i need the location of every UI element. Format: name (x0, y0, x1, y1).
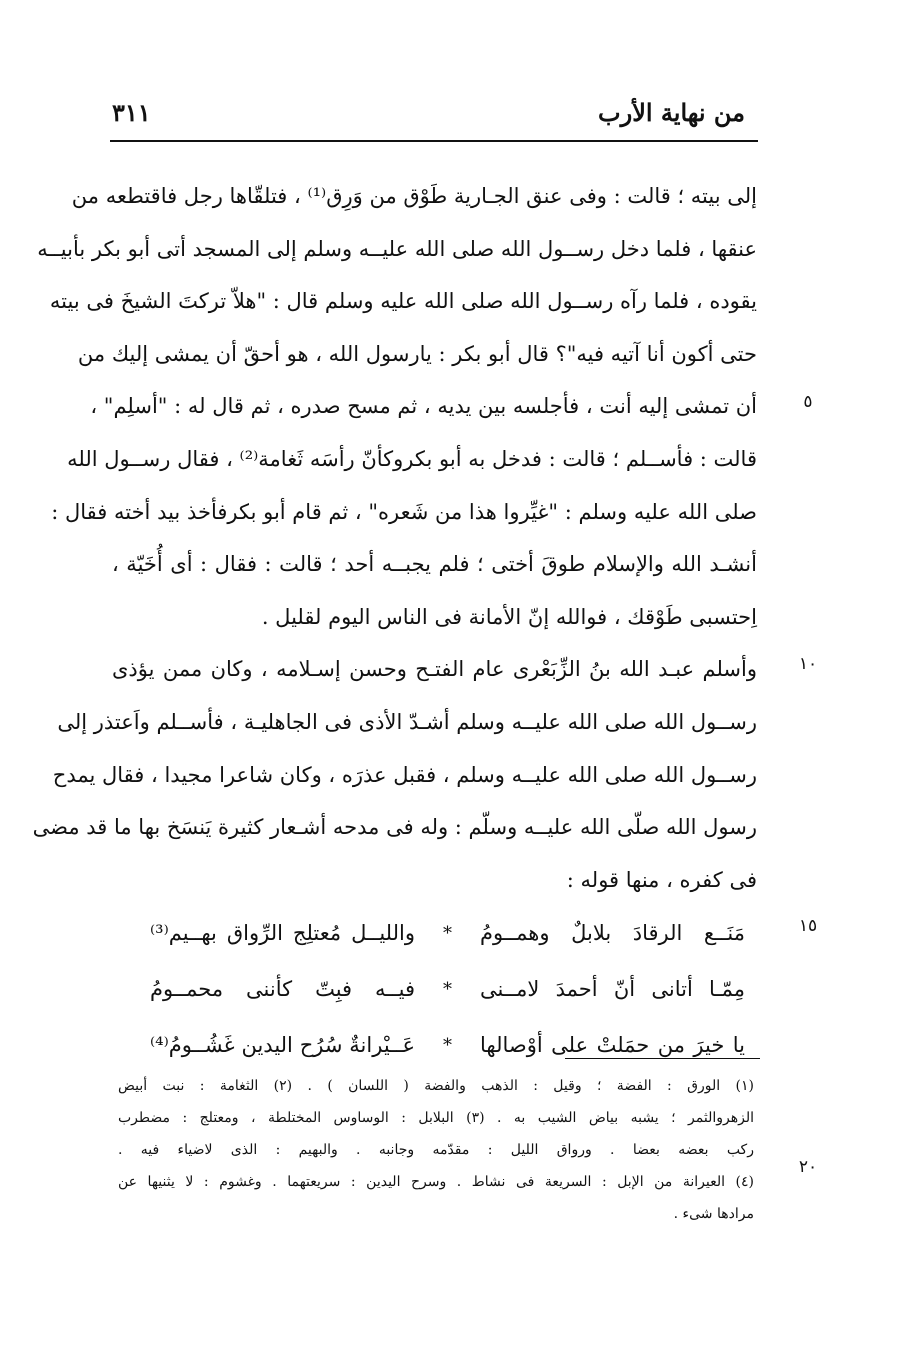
footnote-line: (١) الورق : الفضة ؛ وقيل : الذهب والفضة ( اللسان ) . (٢) الثغامة : نبت أبيض (118, 1078, 754, 1094)
poem-verse (150, 961, 745, 1017)
footnote-line: (٤) العيرانة من الإبل : السريعة فى نشاط . وسرح اليدين : سريعتهما . وغشوم : لا يثنيها عن (118, 1174, 754, 1190)
text-line: رســول الله صلى الله عليــه وسلم أشـدّ الأذى فى الجاهليـة ، فأســلم واَعتذر إلى (57, 709, 757, 734)
verse-first-hemistich: يا خيرَ من حمَلتْ على أوْصالها (480, 1033, 745, 1057)
line-number-5: ٥ (803, 392, 813, 412)
text-line: حتى أكون أنا آتيه فيه"؟ قال أبو بكر : يارسول الله ، هو أحقّ أن يمشى إليك من (77, 341, 757, 366)
text-line: أن تمشى إليه أنت ، فأجلسه بين يديه ، ثم مسح صدره ، ثم قال له : "أسلِم" ، (90, 394, 757, 419)
main-text (32, 170, 757, 906)
line-number-15: ١٥ (798, 916, 818, 936)
poem-verse (150, 1017, 745, 1073)
verse-second-hemistich: عَــيْرانةٌ سُرُح اليدين غَشُــومُ⁽⁴⁾ (150, 1033, 415, 1057)
text-line: صلى الله عليه وسلم : "غيِّروا هذا من شَعره" ، ثم قام أبو بكرفأخذ بيد أخته فقال : (51, 499, 757, 524)
line-number-20: ٢٠ (798, 1157, 818, 1177)
text-line: عنقها ، فلما دخل رســول الله صلى الله عليــه وسلم إلى المسجد أتى أبو بكر بأبيــه (37, 236, 757, 261)
text-line: يقوده ، فلما رآه رســول الله صلى الله عليه وسلم قال : "هلاّ تركتَ الشيخَ فى بيته (49, 289, 757, 314)
footnotes (118, 1070, 754, 1230)
text-line: رسول الله صلّى الله عليــه وسلّم : وله فى مدحه أشـعار كثيرة يَنسَخ بها ما قد مضى (32, 815, 757, 840)
text-line: رســول الله صلى الله عليــه وسلم ، فقبل عذرَه ، وكان شاعرا مجيدا ، فقال يمدح (52, 762, 757, 787)
verse-first-hemistich: مَنَــع الرقادَ بلابلٌ وهمــومُ (480, 921, 745, 945)
verse-separator: * (443, 1034, 452, 1056)
verse-separator: * (443, 922, 452, 944)
footnote-rule (565, 1058, 760, 1059)
verse-second-hemistich: والليــل مُعتلِج الرِّواق بهــيم⁽³⁾ (150, 921, 415, 945)
verse-separator: * (443, 978, 452, 1000)
footnote-line: مرادها شىء . (673, 1206, 754, 1222)
text-line: قالت : فأســلم ؛ قالت : فدخل به أبو بكروكأنّ رأسَه ثَغامة⁽²⁾ ، فقال رســول الله (67, 446, 757, 471)
running-title: من نهاية الأرب (598, 98, 745, 127)
page-number: ٣١١ (112, 98, 151, 127)
footnote-line: الزهروالثمر ؛ يشبه بياض الشيب به . (٣) البلابل : الوساوس المختلطة ، ومعتلج : مضطرب (118, 1110, 754, 1126)
poem (150, 905, 745, 1073)
footnote-line: ركب بعضه بعضا . ورواق الليل : مقدّمه وجانبه . والبهيم : الذى لاضياء فيه . (118, 1142, 754, 1158)
text-line: وأسلم عبـد الله بنُ الزِّبَعْرى عام الفتـح وحسن إسـلامه ، وكان ممن يؤذى (112, 657, 757, 682)
text-line: فى كفره ، منها قوله : (566, 867, 757, 892)
text-line: إلى بيته ؛ قالت : وفى عنق الجـارية طَوْق من وَرِق⁽¹⁾ ، فتلقّاها رجل فاقتطعه من (71, 184, 757, 208)
poem-verse (150, 905, 745, 961)
page-header (110, 92, 755, 142)
header-rule (110, 140, 758, 142)
verse-first-hemistich: مِمّـا أتانى أنّ أحمدَ لامــنى (480, 977, 745, 1001)
text-line: اِحتسبى طَوْقك ، فوالله إنّ الأمانة فى الناس اليوم لقليل . (261, 604, 757, 629)
verse-second-hemistich: فيــه فبِتّ كأننى محمــومُ (150, 977, 415, 1001)
text-line: أنشـد الله والإسلام طوقَ أختى ؛ فلم يجبــه أحد ؛ قالت : فقال : أى أُخَيّة ، (112, 552, 757, 577)
line-number-10: ١٠ (798, 654, 818, 674)
